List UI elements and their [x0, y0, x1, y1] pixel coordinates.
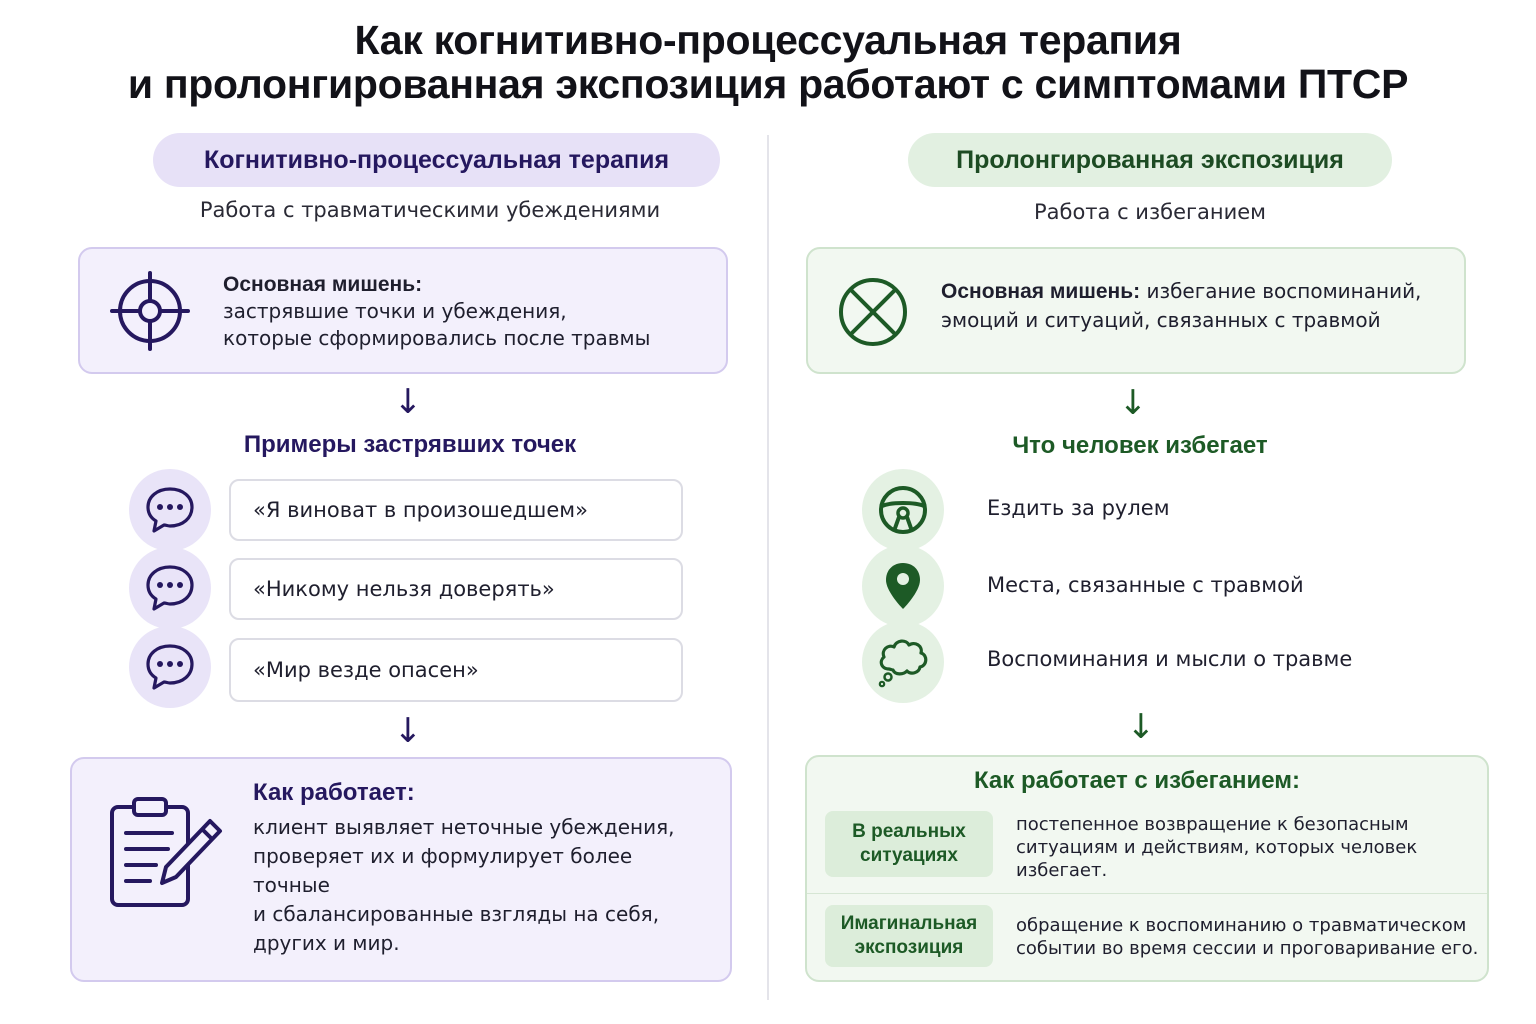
cpt-target-line-1: застрявшие точки и убеждения,: [223, 299, 567, 323]
location-pin-icon: [862, 545, 944, 627]
in-vivo-line: избегает.: [1016, 860, 1108, 881]
title-line-2: и пролонгированная экспозиция работают с симптомами ПТСР: [127, 61, 1409, 107]
avoid-item-text: Места, связанные с травмой: [987, 573, 1304, 597]
cpt-how-line: и сбалансированные взгляды на себя,: [253, 902, 660, 926]
imaginal-line: событии во время сессии и проговаривание его.: [1016, 938, 1479, 959]
in-vivo-line: постепенное возвращение к безопасным: [1016, 814, 1409, 835]
title-line-1: Как когнитивно-процессуальная терапия: [354, 17, 1182, 63]
avoid-item-text: Воспоминания и мысли о травме: [987, 647, 1353, 671]
cpt-how-text: [253, 813, 713, 958]
pe-avoid-heading: Что человек избегает: [1012, 432, 1268, 459]
imaginal-tag-line-2: экспозиция: [854, 937, 964, 958]
imaginal-description: [1016, 914, 1481, 960]
in-vivo-tag: [825, 811, 993, 877]
cpt-how-heading: Как работает:: [253, 779, 415, 806]
cpt-subtitle: Работа с травматическими убеждениями: [199, 198, 661, 222]
target-icon: [110, 271, 190, 351]
cpt-how-line: клиент выявляет неточные убеждения,: [253, 815, 675, 839]
cpt-examples-heading: Примеры застрявших точек: [243, 431, 577, 458]
down-arrow-icon: ↓: [393, 711, 423, 751]
stuck-point-item: «Мир везде опасен»: [229, 638, 683, 702]
pe-target-card: [806, 247, 1466, 374]
row-divider: [807, 893, 1487, 894]
page-title: [0, 18, 1536, 106]
pe-target-line-1: избегание воспоминаний,: [1140, 279, 1422, 303]
avoid-item-text: Ездить за рулем: [987, 496, 1170, 520]
cpt-how-content: [253, 779, 713, 958]
in-vivo-line: ситуациям и действиям, которых человек: [1016, 837, 1418, 858]
pe-target-text: [941, 277, 1451, 335]
speech-bubble-icon: [129, 547, 211, 629]
pe-pill: Пролонгированная экспозиция: [908, 133, 1392, 187]
cpt-target-line-2: которые сформировались после травмы: [223, 326, 651, 350]
down-arrow-icon: ↓: [393, 382, 423, 422]
down-arrow-icon: ↓: [1118, 383, 1148, 423]
in-vivo-tag-line-1: В реальных: [852, 821, 966, 842]
thought-cloud-icon: [862, 621, 944, 703]
in-vivo-description: [1016, 813, 1476, 882]
cpt-how-line: других и мир.: [253, 931, 400, 955]
down-arrow-icon: ↓: [1126, 707, 1156, 747]
imaginal-tag-line-1: Имагинальная: [840, 913, 978, 934]
cpt-pill: Когнитивно-процессуальная терапия: [153, 133, 720, 187]
stuck-point-item: «Я виноват в произошедшем»: [229, 479, 683, 541]
pe-subtitle: Работа с избеганием: [1033, 200, 1267, 224]
steering-wheel-icon: [862, 469, 944, 551]
column-divider: [767, 135, 769, 1000]
in-vivo-tag-line-2: ситуациях: [860, 845, 958, 866]
pe-how-card: [805, 755, 1489, 982]
speech-bubble-icon: [129, 469, 211, 551]
imaginal-line: обращение к воспоминанию о травматическом: [1016, 915, 1467, 936]
cpt-target-label: Основная мишень:: [223, 273, 423, 296]
stuck-point-item: «Никому нельзя доверять»: [229, 558, 683, 620]
cpt-target-text: [223, 271, 713, 352]
pe-how-heading: Как работает с избеганием:: [973, 767, 1301, 794]
cross-circle-icon: [836, 275, 910, 349]
speech-bubble-icon: [129, 626, 211, 708]
pe-target-label: Основная мишень:: [941, 280, 1141, 303]
cpt-target-card: [78, 247, 728, 374]
pe-target-line-2: эмоций и ситуаций, связанных с травмой: [941, 308, 1381, 332]
cpt-how-line: проверяет их и формулирует более точные: [253, 844, 633, 897]
cpt-how-card: [70, 757, 732, 982]
imaginal-tag: [825, 905, 993, 967]
clipboard-pencil-icon: [106, 793, 226, 913]
